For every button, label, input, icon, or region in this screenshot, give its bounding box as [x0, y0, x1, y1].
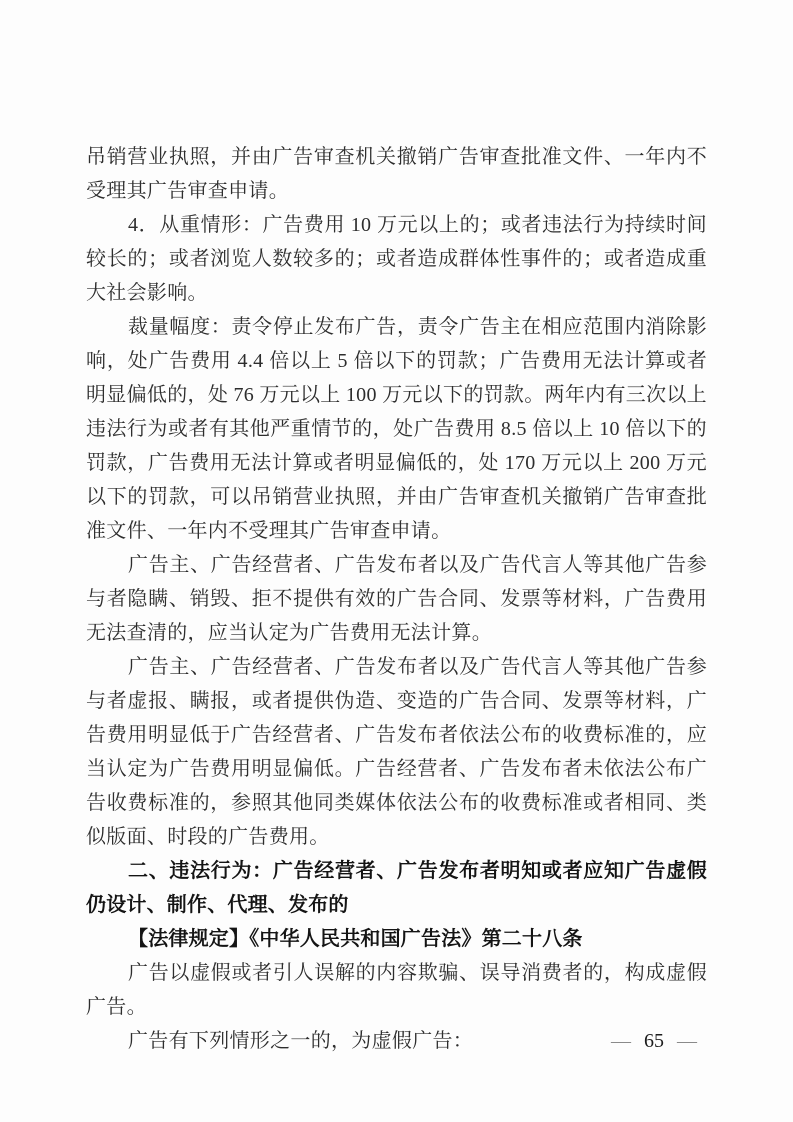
page-number-value: 65: [644, 1030, 664, 1052]
paragraph-revoke-license-continued: 吊销营业执照，并由广告审查机关撤销广告审查批准文件、一年内不受理其广告审查申请。: [86, 146, 707, 202]
paragraph-false-ad-definition: 广告以虚假或者引人误解的内容欺骗、误导消费者的，构成虚假广告。: [86, 962, 707, 1018]
paragraph-fee-obviously-low: 广告主、广告经营者、广告发布者以及广告代言人等其他广告参与者虚报、瞒报，或者提供伪造、变造的广告合同、发票等材料，广告费用明显低于广告经营者、广告发布者依法公布的收费标准的，应当认定为广告费用明显偏低。广告经营者、广告发布者未依法公布广告收费标准的，参照其他同类媒体依法公布的收费标准或者相同、类似版面、时段的广告费用。: [86, 656, 707, 848]
paragraph-fee-uncomputable: 广告主、广告经营者、广告发布者以及广告代言人等其他广告参与者隐瞒、销毁、拒不提供有效的广告合同、发票等材料，广告费用无法查清的，应当认定为广告费用无法计算。: [86, 554, 707, 644]
page-number-right-dash: —: [677, 1030, 697, 1052]
page-number-left-dash: —: [611, 1030, 631, 1052]
heading-violation-item-2: 二、违法行为：广告经营者、广告发布者明知或者应知广告虚假仍设计、制作、代理、发布的: [86, 860, 707, 916]
page-number: [611, 1029, 697, 1053]
text-block: [86, 140, 707, 1058]
paragraph-false-ad-circumstances-lead-in: 广告有下列情形之一的，为虚假广告：: [128, 1030, 474, 1052]
heading-legal-basis-article-28: 【法律规定】《中华人民共和国广告法》第二十八条: [128, 928, 583, 950]
paragraph-aggravating-circumstances: 4．从重情形：广告费用 10 万元以上的；或者违法行为持续时间较长的；或者浏览人数较多的；或者造成群体性事件的；或者造成重大社会影响。: [86, 214, 707, 304]
paragraph-discretion-range: 裁量幅度：责令停止发布广告，责令广告主在相应范围内消除影响，处广告费用 4.4 倍以上 5 倍以下的罚款；广告费用无法计算或者明显偏低的，处 76 万元以上 100 万元以下的罚款。两年内有三次以上违法行为或者有其他严重情节的，处广告费用 8.5 倍以上 10 倍以下的罚款，广告费用无法计算或者明显偏低的，处 170 万元以上 200 万元以下的罚款，可以吊销营业执照，并由广告审查机关撤销广告审查批准文件、一年内不受理其广告审查申请。: [86, 316, 707, 542]
